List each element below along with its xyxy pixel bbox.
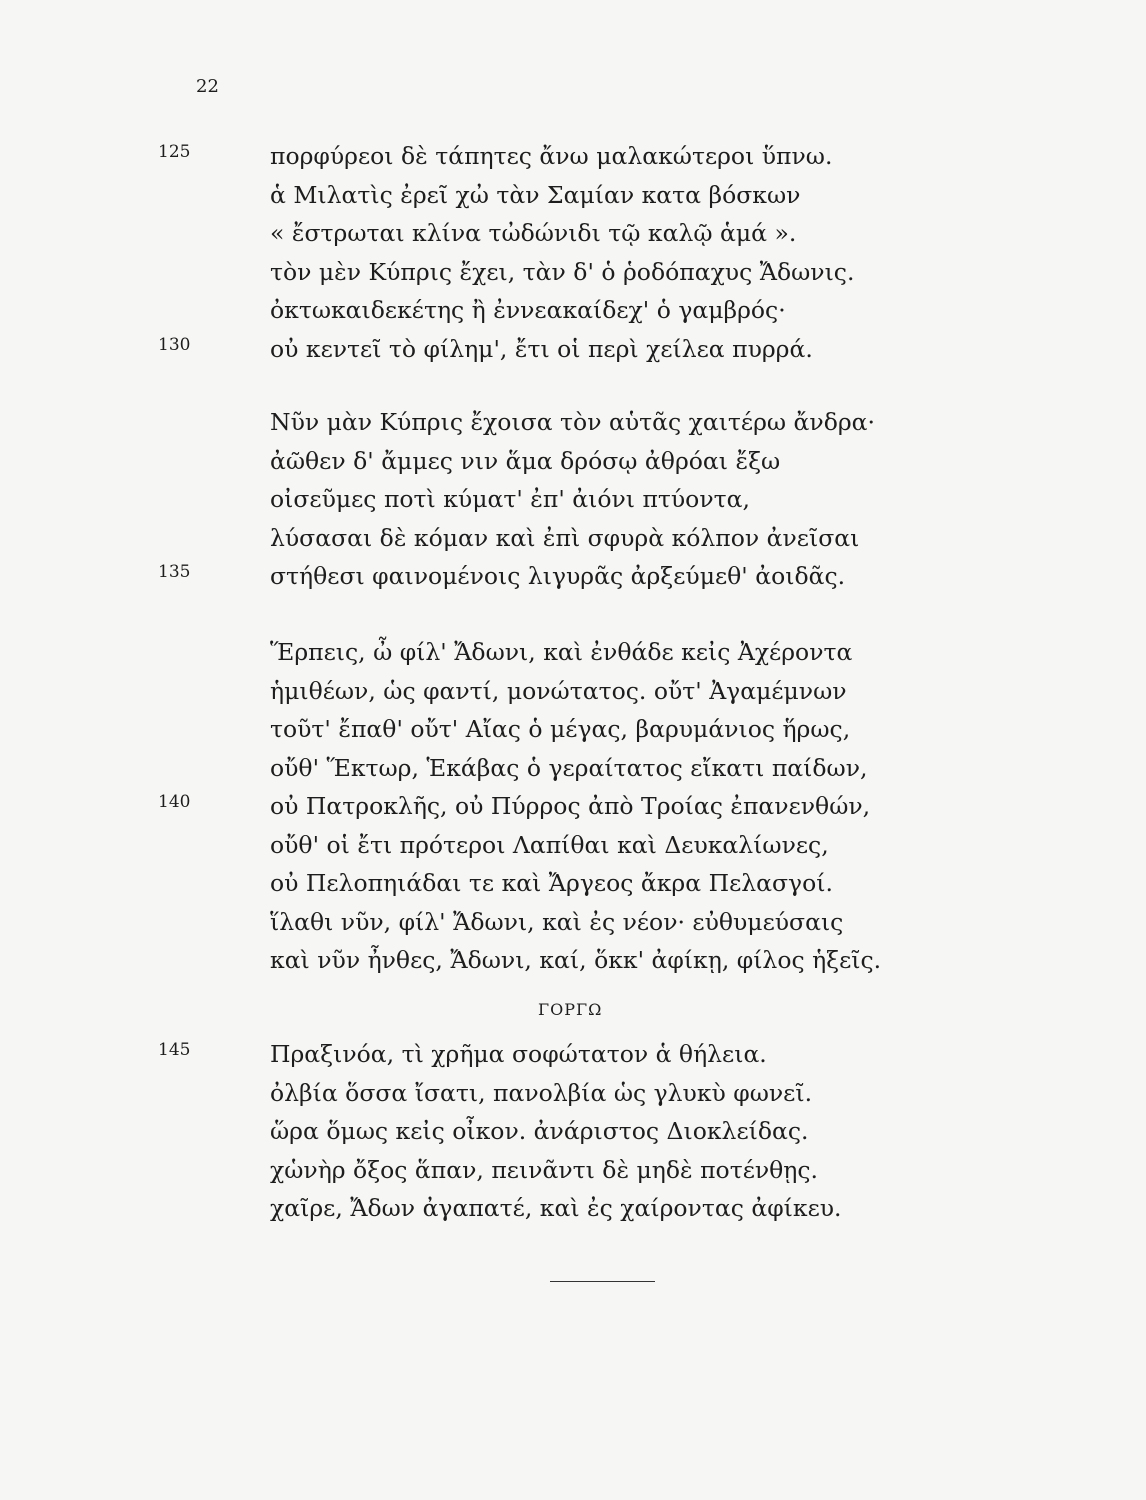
line-number: 140: [158, 792, 191, 812]
verse-line: [158, 330, 854, 369]
verse-line: [270, 253, 854, 292]
verse-line: [270, 826, 881, 865]
verse-text: καὶ νῦν ἦνθες, Ἄδωνι, καί, ὅκκ' ἀφίκῃ, φίλος ἡξεῖς.: [270, 946, 882, 974]
verse-line: [270, 291, 854, 330]
verse-line: [158, 557, 875, 596]
verse-text: Ἕρπεις, ὦ φίλ' Ἄδωνι, καὶ ἐνθάδε κεἰς Ἀχέροντα: [270, 638, 853, 666]
line-number: 135: [158, 562, 191, 582]
speaker-label: ΓΟΡΓΩ: [538, 1000, 603, 1019]
verse-line: [158, 787, 881, 826]
verse-text: ἡμιθέων, ὡς φαντί, μονώτατος. οὔτ' Ἀγαμέμνων: [270, 676, 847, 705]
verse-text: οὐ Πελοπηιάδαι τε καὶ Ἄργεος ἄκρα Πελασγοί.: [270, 869, 833, 897]
verse-text: Νῦν μὰν Κύπρις ἔχοισα τὸν αὑτᾶς χαιτέρω ἄνδρα·: [270, 408, 876, 436]
verse-line: [270, 1074, 842, 1113]
verse-text: ὀλβία ὅσσα ἴσατι, πανολβία ὡς γλυκὺ φωνεῖ.: [270, 1078, 813, 1107]
verse-text: οὔθ' οἱ ἔτι πρότεροι Λαπίθαι καὶ Δευκαλίωνες,: [270, 830, 829, 859]
verse-text: « ἔστρωται κλίνα τὠδώνιδι τῷ καλῷ ἁμά ».: [270, 219, 797, 247]
page-number: 22: [196, 76, 219, 97]
verse-line: [270, 214, 854, 253]
verse-text: τοῦτ' ἔπαθ' οὔτ' Αἴας ὁ μέγας, βαρυμάνιος ἥρως,: [270, 715, 851, 743]
verse-text: ἁ Μιλατὶς ἐρεῖ χὠ τὰν Σαμίαν κατα βόσκων: [270, 180, 801, 209]
verse-line: [270, 672, 881, 711]
section-divider: [550, 1281, 655, 1282]
verse-text: τὸν μὲν Κύπρις ἔχει, τὰν δ' ὁ ῥοδόπαχυς Ἄδωνις.: [270, 257, 855, 286]
verse-text: χαῖρε, Ἄδων ἀγαπατέ, καὶ ἐς χαίροντας ἀφίκευ.: [270, 1194, 842, 1222]
verse-text: ὀκτωκαιδεκέτης ἢ ἐννεακαίδεχ' ὁ γαμβρός·: [270, 296, 786, 324]
verse-line: [270, 710, 881, 749]
line-number: 130: [158, 334, 191, 355]
verse-text: Πραξινόα, τὶ χρῆμα σοφώτατον ἁ θήλεια.: [270, 1040, 767, 1068]
verse-text: στήθεσι φαινομένοις λιγυρᾶς ἀρξεύμεθ' ἀοιδᾶς.: [270, 562, 846, 590]
verse-text: οὐ κεντεῖ τὸ φίλημ', ἔτι οἱ περὶ χείλεα πυρρά.: [270, 334, 813, 363]
verse-text: λύσασαι δὲ κόμαν καὶ ἐπὶ σφυρὰ κόλπον ἀνεῖσαι: [270, 523, 860, 552]
stanza-1: [158, 137, 855, 368]
verse-text: οἰσεῦμες ποτὶ κύματ' ἐπ' ἀιόνι πτύοντα,: [270, 485, 750, 513]
verse-line: [270, 864, 881, 903]
verse-text: χὡνὴρ ὄξος ἅπαν, πεινᾶντι δὲ μηδὲ ποτένθῃς.: [270, 1155, 819, 1184]
verse-text: οὔθ' Ἕκτωρ, Ἑκάβας ὁ γεραίτατος εἴκατι παίδων,: [270, 753, 868, 782]
verse-text: ἀῶθεν δ' ἄμμες νιν ἅμα δρόσῳ ἀθρόαι ἔξω: [270, 446, 781, 475]
verse-line: [270, 519, 875, 558]
stanza-4: [158, 1035, 842, 1228]
verse-text: πορφύρεοι δὲ τάπητες ἄνω μαλακώτεροι ὕπνω.: [270, 142, 833, 170]
verse-line: [270, 1151, 842, 1190]
verse-line: [270, 176, 854, 215]
stanza-3: [158, 633, 882, 980]
verse-text: ὥρα ὅμως κεἰς οἶκον. ἀνάριστος Διοκλείδας.: [270, 1117, 809, 1145]
verse-text: ἵλαθι νῦν, φίλ' Ἄδωνι, καὶ ἐς νέον· εὐθυμεύσαις: [270, 907, 844, 936]
line-number: 145: [158, 1040, 191, 1060]
verse-line: [270, 749, 881, 788]
verse-line: [270, 1189, 842, 1228]
verse-line: [270, 403, 875, 442]
verse-line: [158, 137, 854, 176]
verse-line: [270, 903, 881, 942]
verse-line: [270, 1112, 842, 1151]
verse-line: [158, 1035, 842, 1074]
stanza-2: [158, 403, 876, 596]
verse-line: [270, 633, 881, 672]
verse-line: [270, 442, 875, 481]
line-number: 125: [158, 142, 191, 162]
verse-line: [270, 941, 881, 980]
verse-line: [270, 480, 875, 519]
verse-text: οὐ Πατροκλῆς, οὐ Πύρρος ἀπὸ Τροίας ἐπανενθών,: [270, 792, 871, 820]
